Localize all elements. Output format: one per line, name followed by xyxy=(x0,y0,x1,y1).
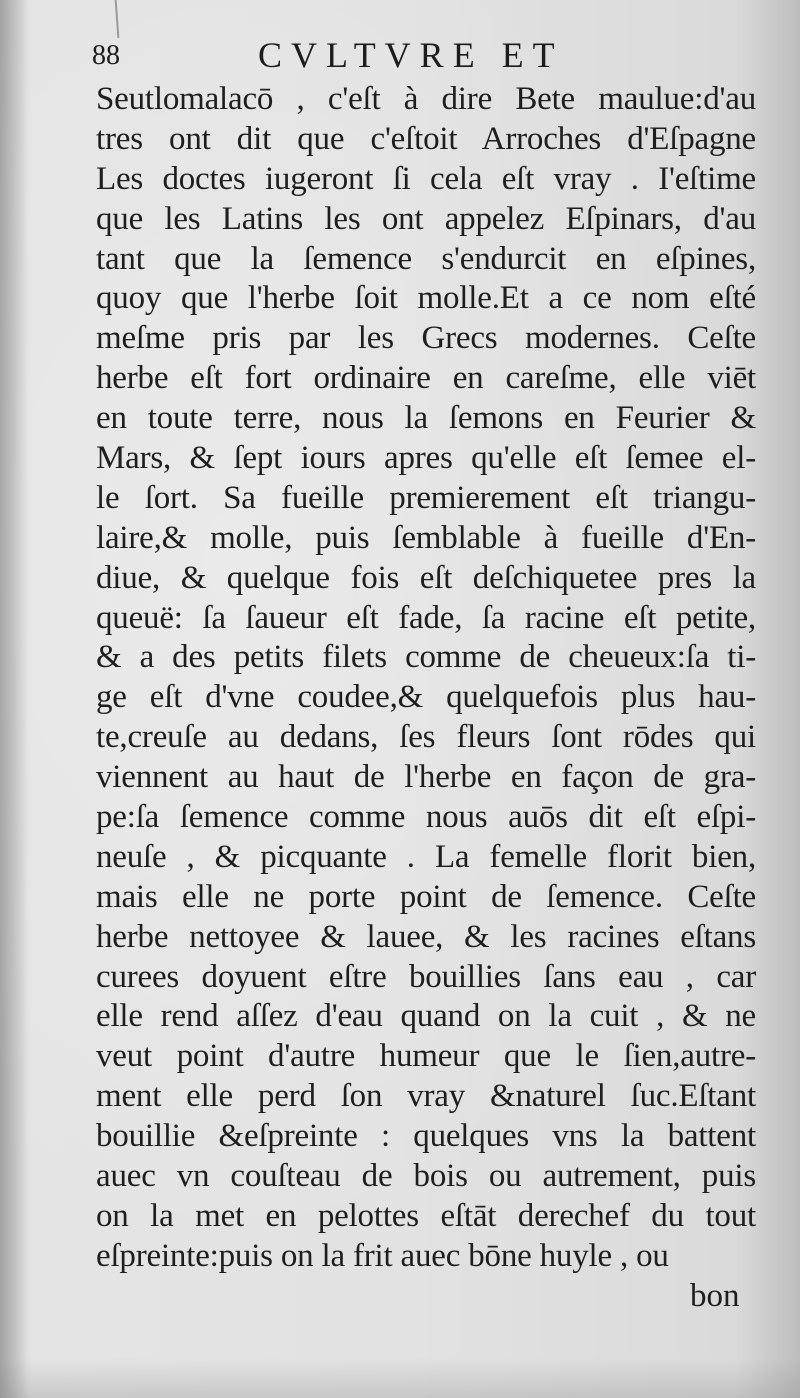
text-line: veut point d'autre humeur que le ſien,autre- xyxy=(96,1038,756,1075)
text-line: laire,& molle, puis ſemblable à fueille d'En- xyxy=(96,519,756,556)
text-line: ge eſt d'vne coudee,& quelquefois plus hau- xyxy=(96,679,756,716)
page-header xyxy=(0,26,800,82)
text-line: pe:ſa ſemence comme nous auōs dit eſt eſpi- xyxy=(96,799,756,836)
body-text xyxy=(96,80,756,1277)
text-line: herbe eſt fort ordinaire en careſme, elle viēt xyxy=(96,360,756,397)
text-line: herbe nettoyee & lauee, & les racines eſtans xyxy=(96,918,756,955)
gutter-shadow xyxy=(0,0,28,1398)
catchword: bon xyxy=(690,1278,740,1314)
text-line: diue, & quelque fois eſt deſchiquetee pres la xyxy=(96,559,756,596)
text-line: ment elle perd ſon vray &naturel ſuc.Eſtant xyxy=(96,1078,756,1115)
page-number: 88 xyxy=(92,40,120,71)
text-line: bouillie &eſpreinte : quelques vns la battent xyxy=(96,1118,756,1155)
text-line: te,creuſe au dedans, ſes fleurs ſont rōdes qui xyxy=(96,719,756,756)
text-line: Mars, & ſept iours apres qu'elle eſt ſemee el- xyxy=(96,440,756,477)
text-line: tres ont dit que c'eſtoit Arroches d'Eſpagne xyxy=(96,120,756,157)
bottom-shadow xyxy=(0,1358,800,1398)
text-line: tant que la ſemence s'endurcit en eſpines, xyxy=(96,240,756,277)
text-line: viennent au haut de l'herbe en façon de gra- xyxy=(96,759,756,796)
text-line: le ſort. Sa fueille premierement eſt triangu- xyxy=(96,479,756,516)
running-title: CVLTVRE ET xyxy=(258,35,564,75)
text-line: que les Latins les ont appelez Eſpinars, d'au xyxy=(96,200,756,237)
text-line: mais elle ne porte point de ſemence. Ceſte xyxy=(96,878,756,915)
text-line: neuſe , & picquante . La femelle florit bien, xyxy=(96,838,756,875)
text-line: curees doyuent eſtre bouillies ſans eau , car xyxy=(96,958,756,995)
text-line: Seutlomalacō , c'eſt à dire Bete maulue:d'au xyxy=(96,81,756,117)
text-line: eſpreinte:puis on la frit auec bōne huyle , ou xyxy=(96,1237,669,1274)
text-line: elle rend aſſez d'eau quand on la cuit , & ne xyxy=(96,998,756,1035)
text-line: & a des petits filets comme de cheueux:ſa ti- xyxy=(96,639,756,676)
text-line: queuë: ſa ſaueur eſt fade, ſa racine eſt petite, xyxy=(96,599,756,636)
text-line: quoy que l'herbe ſoit molle.Et a ce nom eſté xyxy=(96,280,756,317)
text-line: en toute terre, nous la ſemons en Feurier & xyxy=(96,400,756,437)
text-line: meſme pris par les Grecs modernes. Ceſte xyxy=(96,320,756,357)
text-line: Les doctes iugeront ſi cela eſt vray . I'eſtime xyxy=(96,160,756,197)
text-line: auec vn couſteau de bois ou autrement, puis xyxy=(96,1158,756,1195)
text-line: on la met en pelottes eſtāt derechef du tout xyxy=(96,1197,756,1234)
